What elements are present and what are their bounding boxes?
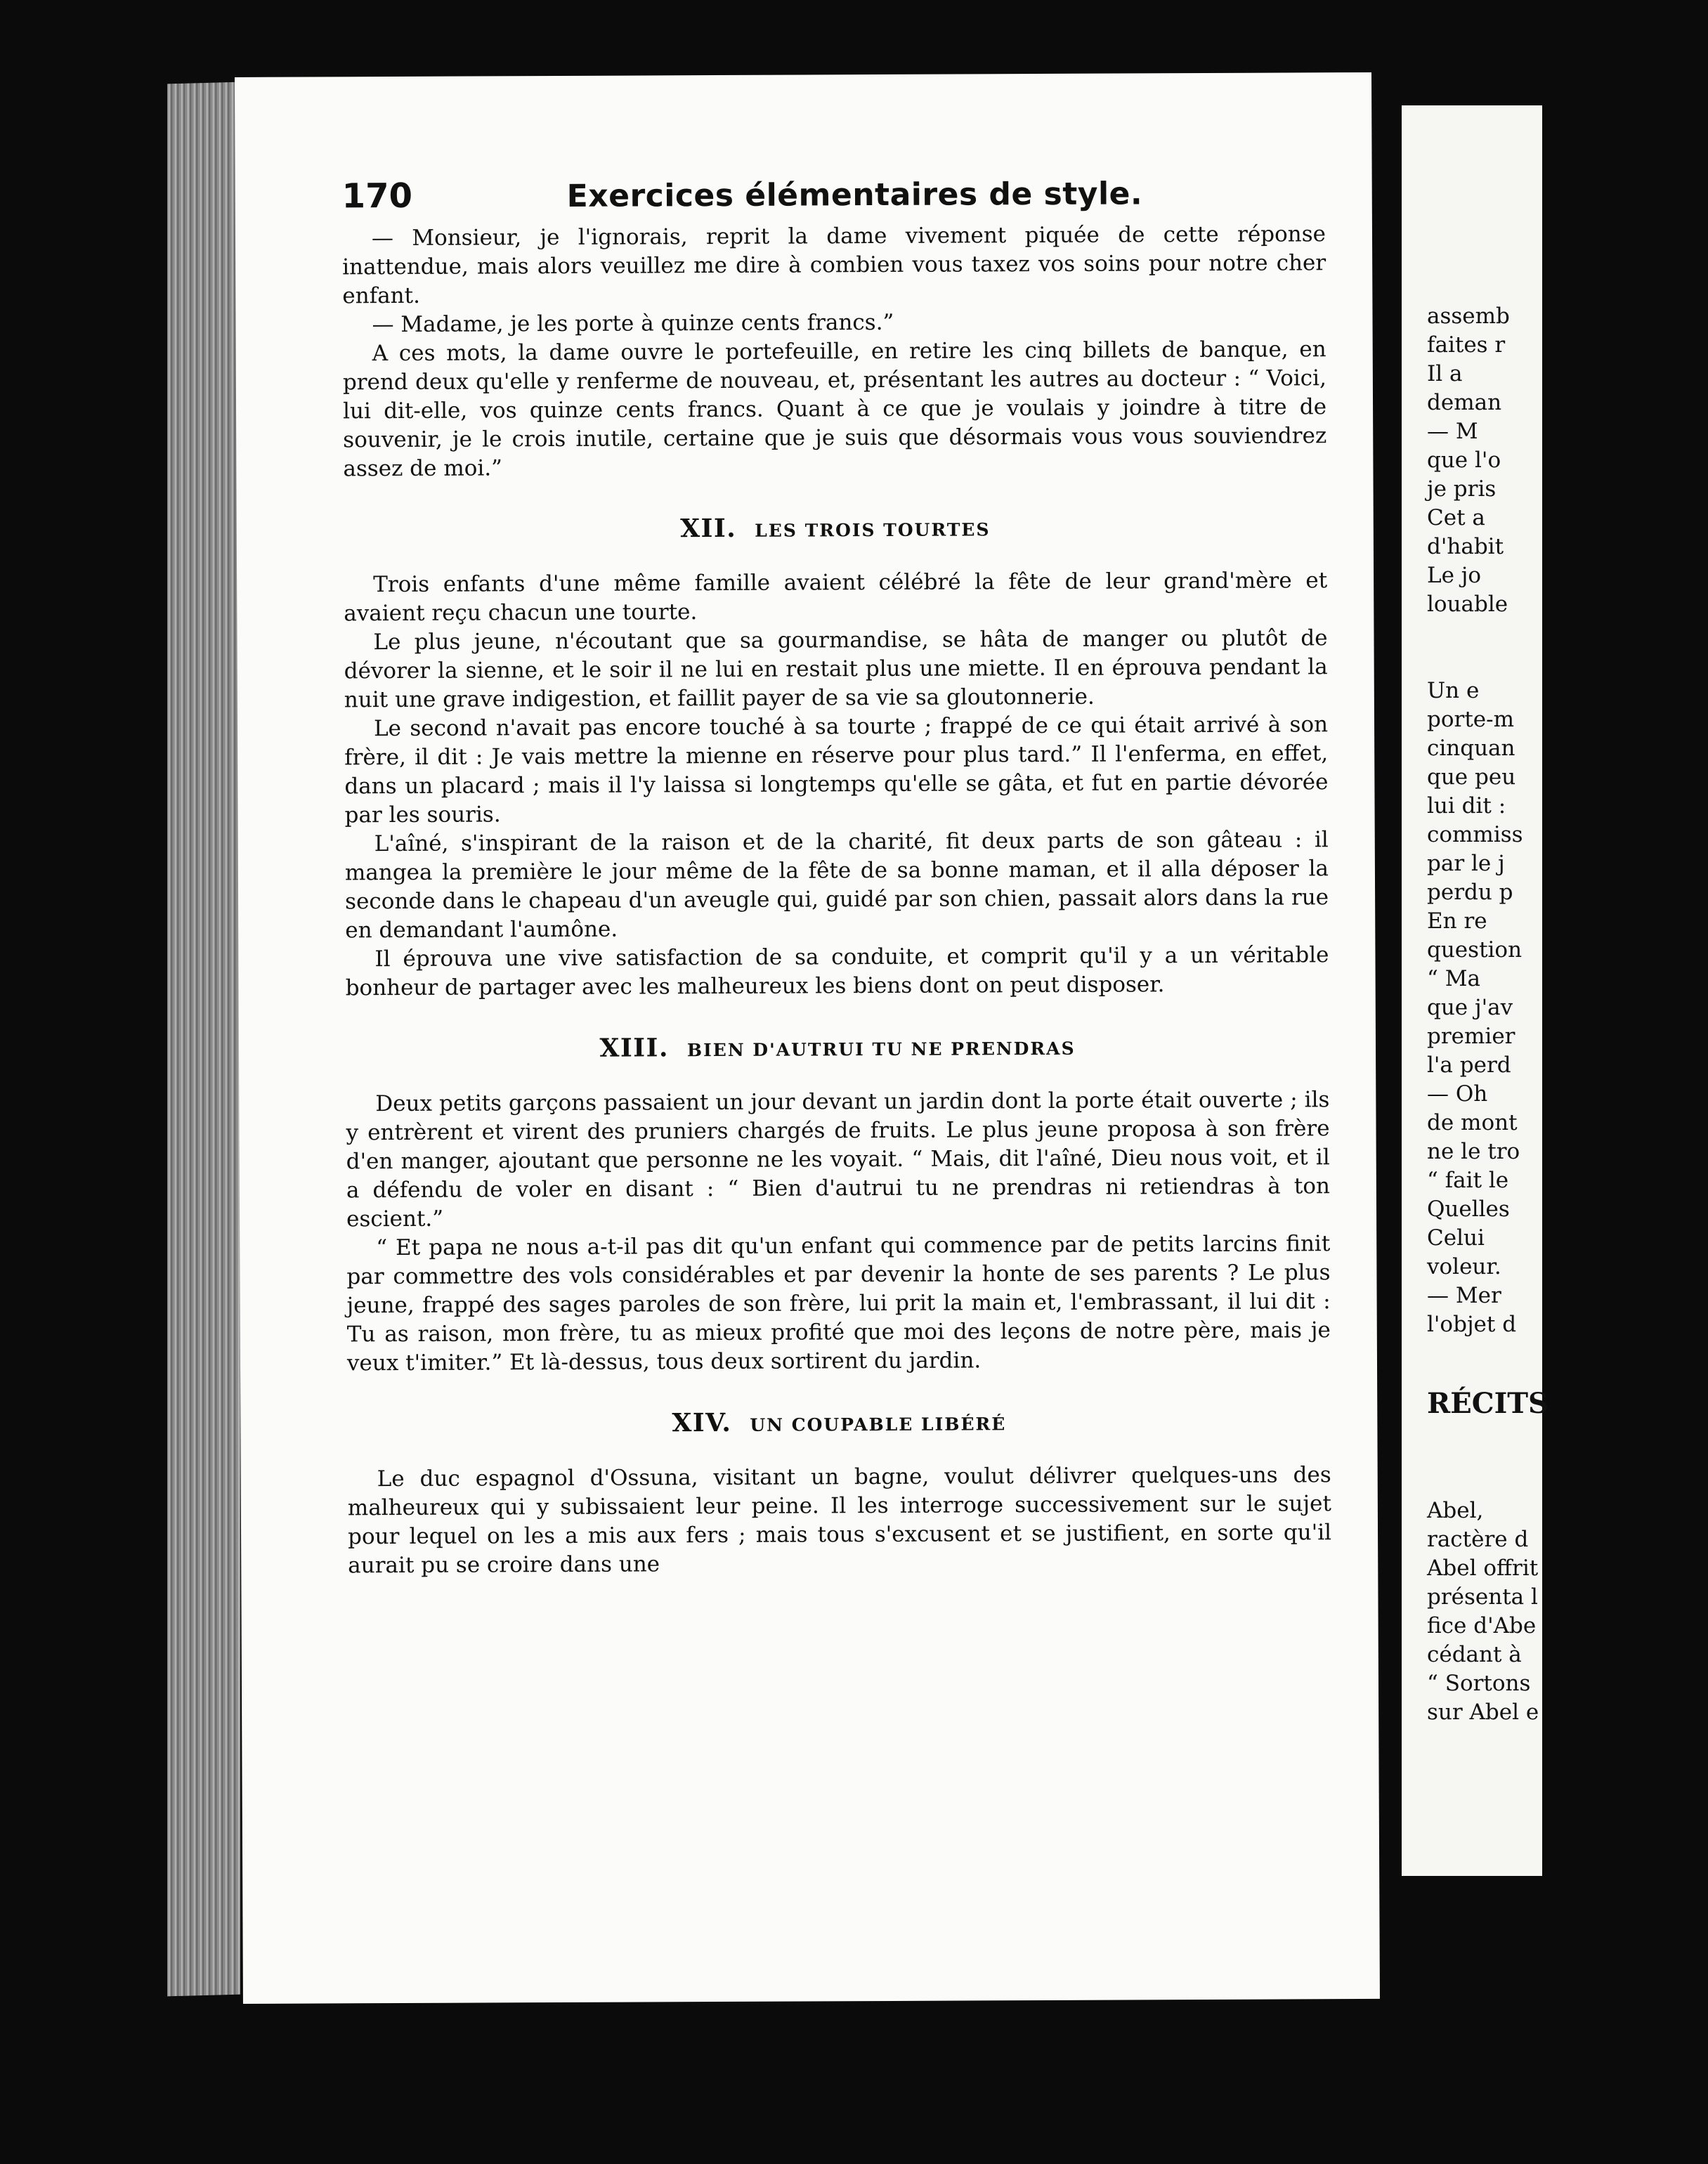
- facing-line: porte-m: [1427, 707, 1514, 732]
- paragraph: Le duc espagnol d'Ossuna, visitant un bagne, voulut délivrer quelques-uns des malheureux qui y subissaient leur peine. Il les interroge successivement sur le sujet pour lequel on les a mis aux fers ; mais tous s'excusent et se justifient, en sorte qu'il aurait pu se croire dans une: [347, 1462, 1332, 1579]
- facing-page-lines-bottom: [1427, 1497, 1708, 1727]
- paragraph: Le second n'avait pas encore touché à sa tourte ; frappé de ce qui était arrivé à son frère, il dit : Je vais mettre la mienne en réserve pour plus tard.” Il l'enferma, en effet, dans un placard ; mais il l'y laissa si longtemps qu'elle se gâta, et fut en partie dévorée par les souris.: [344, 712, 1329, 828]
- section-heading: [344, 511, 1327, 547]
- facing-page-lines-middle: [1427, 677, 1708, 1339]
- facing-line: — Oh: [1427, 1081, 1488, 1107]
- facing-line: question: [1427, 937, 1523, 963]
- facing-line: par le j: [1427, 851, 1505, 876]
- facing-line: lui dit :: [1427, 793, 1506, 819]
- section-numeral: XII.: [680, 513, 737, 544]
- page-number: 170: [341, 176, 413, 216]
- facing-line: Un e: [1427, 678, 1480, 703]
- facing-line: “ Sortons: [1427, 1671, 1531, 1696]
- facing-line: faites r: [1427, 332, 1506, 358]
- facing-page-heading: RÉCITS: [1427, 1387, 1549, 1420]
- paragraph: — Monsieur, je l'ignorais, reprit la dame vivement piquée de cette réponse inattendue, mais alors veuillez me dire à combien vous taxez vos soins pour notre cher enfant.: [342, 221, 1326, 309]
- facing-gap: [1427, 619, 1708, 648]
- facing-line: premier: [1427, 1024, 1515, 1049]
- facing-page-lines-top: [1427, 302, 1708, 619]
- facing-line: Abel,: [1427, 1498, 1484, 1523]
- paragraph: A ces mots, la dame ouvre le portefeuille, en retire les cinq billets de banque, en prend deux qu'elle y renferme de nouveau, et, présentant les autres au docteur : “ Voici, lui dit-elle, vos quinze cents francs. Quant à ce que je voulais y joindre à titre de souvenir, je le crois inutile, certaine que je suis que désormais vous vous souviendrez assez de moi.”: [342, 337, 1327, 482]
- facing-gap: [1427, 1468, 1708, 1497]
- facing-line: d'habit: [1427, 534, 1504, 559]
- facing-line: que j'av: [1427, 995, 1513, 1020]
- facing-line: assemb: [1427, 304, 1510, 329]
- section-numeral: XIII.: [599, 1033, 670, 1063]
- page-content: [342, 178, 1332, 1580]
- facing-line: “ Ma: [1427, 966, 1480, 991]
- facing-line: cinquan: [1427, 736, 1515, 761]
- facing-line: fice d'Abe: [1427, 1613, 1537, 1638]
- paragraph: Trois enfants d'une même famille avaient célébré la fête de leur grand'mère et avaient reçu chacun une tourte.: [344, 568, 1328, 627]
- facing-line: que peu: [1427, 764, 1516, 790]
- section-title: BIEN D'AUTRUI TU NE PRENDRAS: [686, 1038, 1076, 1061]
- facing-line: deman: [1427, 390, 1502, 415]
- section-title: UN COUPABLE LIBÉRÉ: [750, 1414, 1007, 1435]
- facing-line: Cet a: [1427, 505, 1485, 530]
- facing-line: je pris: [1427, 476, 1497, 502]
- paragraph: L'aîné, s'inspirant de la raison et de la charité, fit deux parts de son gâteau : il mangea la première le jour même de la fête de sa bonne maman, et il alla déposer la seconde dans le chapeau d'un aveugle qui, guidé par son chien, passait alors dans la rue en demandant l'aumône.: [344, 827, 1329, 944]
- facing-line: — Mer: [1427, 1283, 1501, 1308]
- facing-line: sur Abel e: [1427, 1700, 1539, 1725]
- section-title: LES TROIS TOURTES: [755, 519, 991, 541]
- facing-line: Le jo: [1427, 563, 1482, 588]
- facing-line: voleur.: [1427, 1254, 1501, 1279]
- facing-line: que l'o: [1427, 448, 1501, 473]
- facing-line: “ fait le: [1427, 1168, 1509, 1193]
- facing-line: En re: [1427, 908, 1487, 934]
- facing-line: l'a perd: [1427, 1052, 1511, 1078]
- facing-line: Il a: [1427, 361, 1463, 386]
- paragraph: Le plus jeune, n'écoutant que sa gourmandise, se hâta de manger ou plutôt de dévorer la sienne, et le soir il ne lui en restait plus une miette. Il en éprouva pendant la nuit une grave indigestion, et faillit payer de sa vie sa gloutonnerie.: [344, 625, 1328, 713]
- facing-page-content: [1427, 302, 1708, 1727]
- running-head-title: Exercices élémentaires de style.: [566, 176, 1143, 214]
- facing-page: [1402, 105, 1549, 1876]
- facing-line: Celui: [1427, 1225, 1485, 1251]
- facing-line: perdu p: [1427, 880, 1513, 905]
- facing-gap: [1427, 648, 1708, 677]
- section-heading: [346, 1031, 1329, 1066]
- section-heading: [347, 1406, 1331, 1441]
- section-numeral: XIV.: [672, 1407, 732, 1438]
- facing-line: Quelles: [1427, 1197, 1510, 1222]
- facing-line: commiss: [1427, 822, 1523, 847]
- book-page-edges: [167, 82, 240, 1997]
- facing-line: ne le tro: [1427, 1139, 1520, 1164]
- facing-line: de mont: [1427, 1110, 1518, 1135]
- facing-line: — M: [1427, 419, 1478, 444]
- facing-line: présenta l: [1427, 1584, 1538, 1610]
- facing-line: louable: [1427, 592, 1508, 617]
- facing-line: Abel offrit: [1427, 1556, 1539, 1581]
- paragraph: Il éprouva une vive satisfaction de sa conduite, et comprit qu'il y a un véritable bonheur de partager avec les malheureux les biens dont on peut disposer.: [345, 942, 1329, 1001]
- facing-gap: [1427, 1339, 1708, 1368]
- paragraph: Deux petits garçons passaient un jour devant un jardin dont la porte était ouverte ; ils y entrèrent et virent des pruniers chargés de fruits. Le plus jeune proposa à son frère d'en manger, ajoutant que personne ne les voyait. “ Mais, dit l'aîné, Dieu nous voit, et il a défendu de voler en disant : “ Bien d'autrui tu ne prendras ni retiendras à ton escient.”: [346, 1087, 1330, 1232]
- running-head: [341, 176, 1326, 216]
- paragraph: — Madame, je les porte à quinze cents francs.”: [372, 309, 894, 338]
- facing-line: l'objet d: [1427, 1312, 1517, 1337]
- facing-gap: [1427, 1439, 1708, 1468]
- facing-line: cédant à: [1427, 1642, 1522, 1667]
- paragraph: “ Et papa ne nous a-t-il pas dit qu'un enfant qui commence par de petits larcins finit par commettre des vols considérables et par devenir la honte de ses parents ? Le plus jeune, frappé des sages paroles de son frère, lui prit la main et, l'embrassant, il lui dit : Tu as raison, mon frère, tu as mieux profité que moi des leçons de notre père, mais je veux t'imiter.” Et là-dessus, tous deux sortirent du jardin.: [346, 1231, 1331, 1376]
- facing-line: ractère d: [1427, 1527, 1529, 1552]
- book-page: [235, 72, 1380, 2004]
